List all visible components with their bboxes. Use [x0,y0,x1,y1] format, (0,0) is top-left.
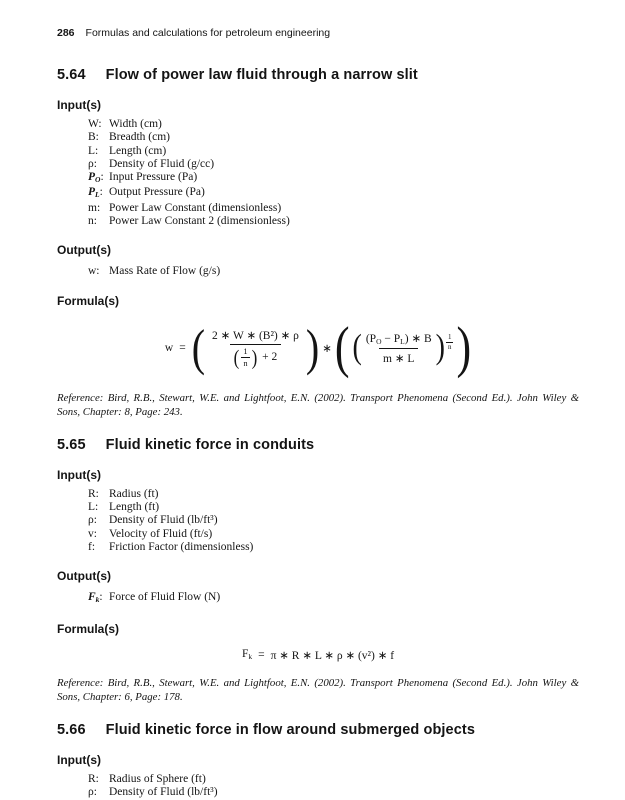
formula-rhs: π ∗ R ∗ L ∗ ρ ∗ (v²) ∗ f [270,649,395,662]
stacked-fraction: $\frac{1}{n}$ [447,332,452,351]
input-label: Width (cm) [109,118,162,130]
outputs-heading: Output(s) [57,243,111,258]
input-row [57,158,579,171]
fraction-denominator: m ∗ L [379,348,418,366]
close-paren-inner: ) [435,327,445,367]
stacked-fraction: 1 n [243,346,248,368]
input-label: Length (cm) [109,144,167,157]
page-number: 286 [57,27,75,39]
reference-text: Reference: Bird, R.B., Stewart, W.E. and Lightfoot, E.N. (2002). Transport Phenomena (Second Ed.). John Wiley & Sons, Chapter: 6, Page: 178. [57,676,579,704]
output-symbol: w: [88,265,100,278]
formula-5-65 [242,648,394,662]
section-title-text: Flow of power law fluid through a narrow slit [105,67,418,83]
input-label: Length (ft) [109,501,160,514]
output-label: Mass Rate of Flow (g/s) [109,265,221,278]
inputs-list [57,773,579,800]
input-label: Velocity of Fluid (ft/s) [109,527,213,540]
input-row [57,541,579,554]
formula-lhs: w [164,341,174,354]
input-symbol: L: [88,144,99,157]
output-row [57,591,579,606]
input-label: Friction Factor (dimensionless) [109,541,254,554]
fraction-numerator: $(P_O - P_L)$ ∗ B [365,332,432,346]
running-title: Formulas and calculations for petroleum engineering [85,27,331,39]
open-paren-medium: ( [233,345,240,370]
input-symbol: B: [88,131,99,144]
input-row [57,118,579,131]
input-symbol: ρ: [88,786,97,799]
input-label: Radius (ft) [109,487,159,500]
input-symbol: L: [88,501,99,514]
section-title-text: Fluid kinetic force in conduits [105,436,315,453]
input-label: Density of Fluid (lb/ft³) [109,514,218,527]
running-head [57,27,579,39]
input-symbol: $P_O$: [88,171,104,185]
input-row [57,514,579,527]
section-title-5-66 [57,722,579,738]
equals-sign: = [179,341,186,354]
input-row [57,773,579,786]
input-symbol: W: [88,118,102,130]
input-row [57,501,579,514]
close-paren-medium: ) [251,345,258,370]
input-row [57,215,579,228]
input-row [57,145,579,158]
output-row [57,265,579,278]
input-label: Breadth (cm) [109,131,170,144]
section-title-text: Fluid kinetic force in flow around submerged objects [105,721,475,738]
fraction [208,327,303,368]
open-paren-large: ( [191,318,206,376]
inputs-heading: Input(s) [57,467,101,482]
input-label: Output Pressure (Pa) [109,186,205,199]
output-symbol: $F_k$: [88,591,103,605]
close-paren-large: ) [456,315,472,379]
formula-lhs: $F_k$ [241,648,253,662]
input-row [57,488,579,501]
section-title-5-65 [57,437,579,453]
input-symbol: f: [88,541,96,554]
reference-text: Reference: Bird, R.B., Stewart, W.E. and Lightfoot, E.N. (2002). Transport Phenomena (Second Ed.). John Wiley & Sons, Chapter: 8, Page: 243. [57,391,579,419]
input-row [57,171,579,186]
close-paren-large: ) [305,318,320,376]
input-label: Density of Fluid (g/cc) [109,157,215,170]
asterisk-operator: ∗ [322,342,332,355]
input-label: Power Law Constant (dimensionless) [109,201,282,214]
equals-sign: = [258,648,265,661]
input-row [57,186,579,201]
fraction-denominator [230,344,282,368]
formula-block-5-64 [57,316,579,380]
section-number: 5.64 [57,67,86,83]
section-title-5-64 [57,67,579,83]
output-label: Force of Fluid Flow (N) [109,591,221,604]
input-symbol: R: [88,487,99,500]
input-symbol: m: [88,201,101,214]
input-symbol: ρ: [88,157,97,170]
open-paren-large: ( [334,315,350,379]
section-number: 5.65 [57,436,86,453]
input-label: Radius of Sphere (ft) [109,772,206,785]
formula-heading: Formula(s) [57,293,120,308]
inputs-list [57,488,579,554]
input-row [57,786,579,799]
open-paren-inner: ( [352,327,362,367]
input-row [57,528,579,541]
input-label: Power Law Constant 2 (dimensionless) [109,215,290,228]
plus-two: + 2 [259,351,278,364]
fraction-numerator: 2 ∗ W ∗ (B²) ∗ ρ [212,330,299,343]
inputs-list [57,118,579,228]
input-symbol: R: [88,772,99,785]
fraction [362,330,436,366]
formula-5-64 [164,315,472,379]
input-label: Input Pressure (Pa) [109,171,198,184]
formula-heading: Formula(s) [57,621,120,636]
formula-block-5-65 [57,645,579,665]
outputs-heading: Output(s) [57,569,111,584]
inputs-heading: Input(s) [57,98,101,112]
input-symbol: v: [88,527,97,540]
input-label: Density of Fluid (lb/ft³) [109,786,218,799]
input-row [57,202,579,215]
section-number: 5.66 [57,721,86,738]
inputs-heading: Input(s) [57,752,101,767]
exponent [446,330,454,351]
input-symbol: ρ: [88,514,97,527]
power-group [352,327,454,367]
input-symbol: $P_L$: [88,186,103,200]
input-symbol: n: [88,215,97,228]
input-row [57,131,579,144]
